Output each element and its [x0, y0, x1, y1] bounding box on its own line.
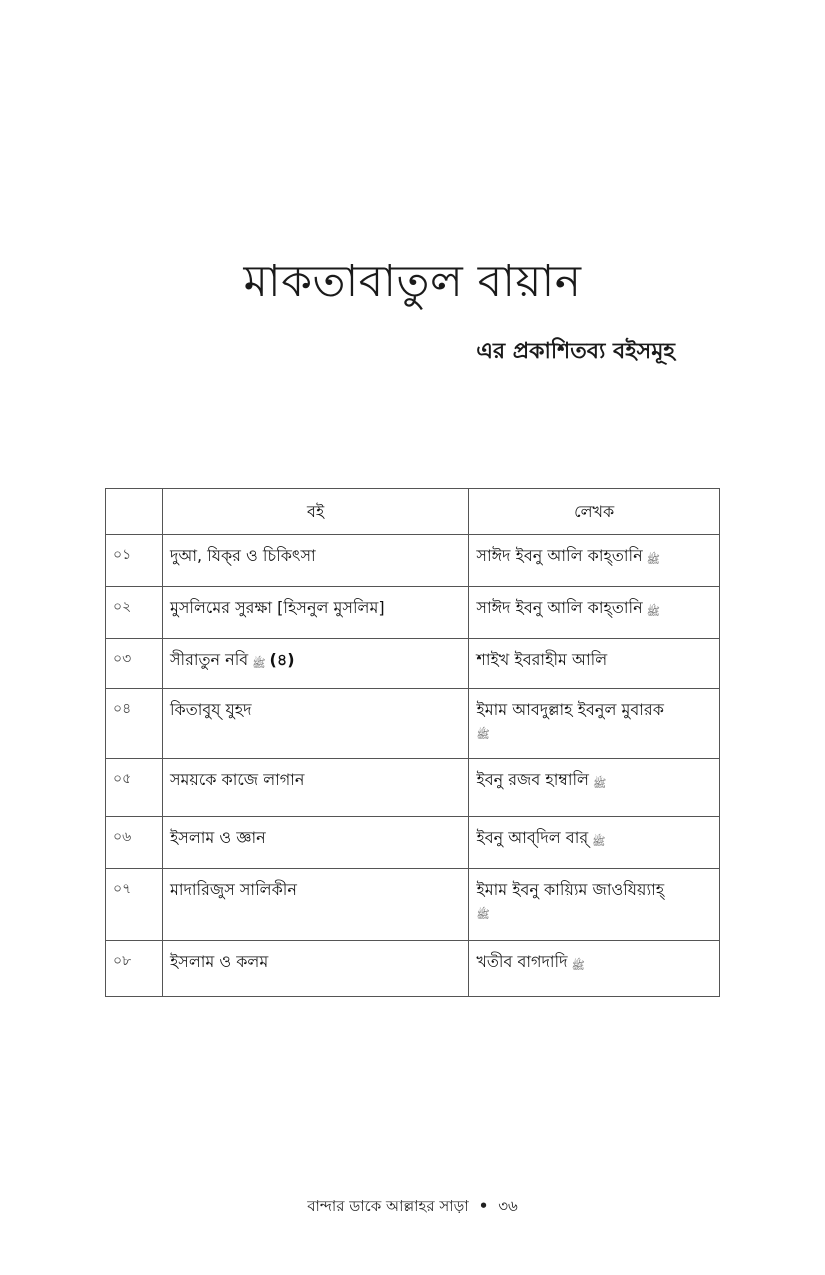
honorific-icon: ﷺ — [592, 777, 607, 790]
row-number: ০৩ — [106, 639, 163, 689]
author-name-text: ইমাম আবদুল্লাহ ইবনুল মুবারক — [476, 700, 664, 719]
honorific-icon: ﷺ — [646, 553, 660, 566]
honorific-icon: ﷺ — [592, 835, 606, 848]
book-title — [162, 941, 468, 997]
row-number: ০৪ — [106, 689, 163, 759]
author-name-text: ইমাম ইবনু কায়্যিম জাওযিয়্যাহ্‌ — [476, 880, 665, 899]
honorific-icon: ﷺ — [476, 908, 490, 921]
book-title — [162, 535, 468, 587]
book-title-text: ইসলাম ও কলম — [169, 952, 269, 971]
book-title — [162, 639, 468, 689]
header-book: বই — [162, 489, 468, 535]
book-title-text: দুআ, যিক্‌র ও চিকিৎসা — [169, 546, 316, 565]
table-row — [106, 869, 720, 941]
author-name-text: সাঈদ ইবনু আলি কাহ্‌তানি — [476, 598, 643, 617]
table-row — [106, 587, 720, 639]
table-row — [106, 941, 720, 997]
honorific-icon: ﷺ — [571, 959, 585, 972]
author-name — [469, 535, 720, 587]
book-title-text: মাদারিজুস সালিকীন — [169, 880, 297, 899]
row-number: ০১ — [106, 535, 163, 587]
honorific-icon: ﷺ — [252, 657, 266, 670]
author-name-text: শাইখ ইবরাহীম আলি — [476, 650, 608, 669]
row-number: ০২ — [106, 587, 163, 639]
table-row — [106, 689, 720, 759]
header-num — [106, 489, 163, 535]
separator-dot: • — [478, 1197, 489, 1215]
book-title-text: কিতাবুয্‌ যুহদ — [169, 700, 252, 719]
row-number: ০৫ — [106, 759, 163, 817]
book-title-text: মুসলিমের সুরক্ষা [হিসনুল মুসলিম] — [169, 598, 385, 617]
row-number: ০৭ — [106, 869, 163, 941]
author-name — [469, 869, 720, 941]
author-name — [469, 817, 720, 869]
table-header-row — [106, 489, 720, 535]
book-title-text: ইসলাম ও জ্ঞান — [169, 828, 266, 847]
author-name-text: সাঈদ ইবনু আলি কাহ্‌তানি — [476, 546, 643, 565]
book-title — [162, 869, 468, 941]
table-row — [106, 535, 720, 587]
book-title-text: সময়কে কাজে লাগান — [169, 770, 305, 789]
book-title — [162, 587, 468, 639]
book-title — [162, 759, 468, 817]
page-number: ৩৬ — [498, 1197, 518, 1215]
row-number: ০৬ — [106, 817, 163, 869]
row-number: ০৮ — [106, 941, 163, 997]
author-name — [469, 587, 720, 639]
page-subtitle: এর প্রকাশিতব্য বইসমূহ — [476, 339, 675, 364]
table-row — [106, 639, 720, 689]
book-title-text: সীরাতুন নবি — [169, 650, 249, 669]
book-title — [162, 817, 468, 869]
author-name — [469, 759, 720, 817]
honorific-icon: ﷺ — [476, 728, 490, 741]
table-row — [106, 759, 720, 817]
page-title: মাকতাবাতুল বায়ান — [243, 256, 582, 307]
table-row — [106, 817, 720, 869]
running-title: বান্দার ডাকে আল্লাহর সাড়া — [307, 1197, 469, 1215]
author-name — [469, 639, 720, 689]
header-author: লেখক — [469, 489, 720, 535]
honorific-icon: ﷺ — [646, 605, 660, 618]
page-footer — [0, 1195, 825, 1220]
author-name — [469, 689, 720, 759]
books-table — [105, 488, 720, 997]
author-name-text: ইবনু আব্‌দিল বার্‌ — [476, 828, 589, 847]
book-title — [162, 689, 468, 759]
author-name — [469, 941, 720, 997]
author-name-text: ইবনু রজব হাম্বালি — [476, 770, 589, 789]
volume-count: (৪) — [269, 650, 295, 669]
author-name-text: খতীব বাগদাদি — [476, 952, 568, 971]
